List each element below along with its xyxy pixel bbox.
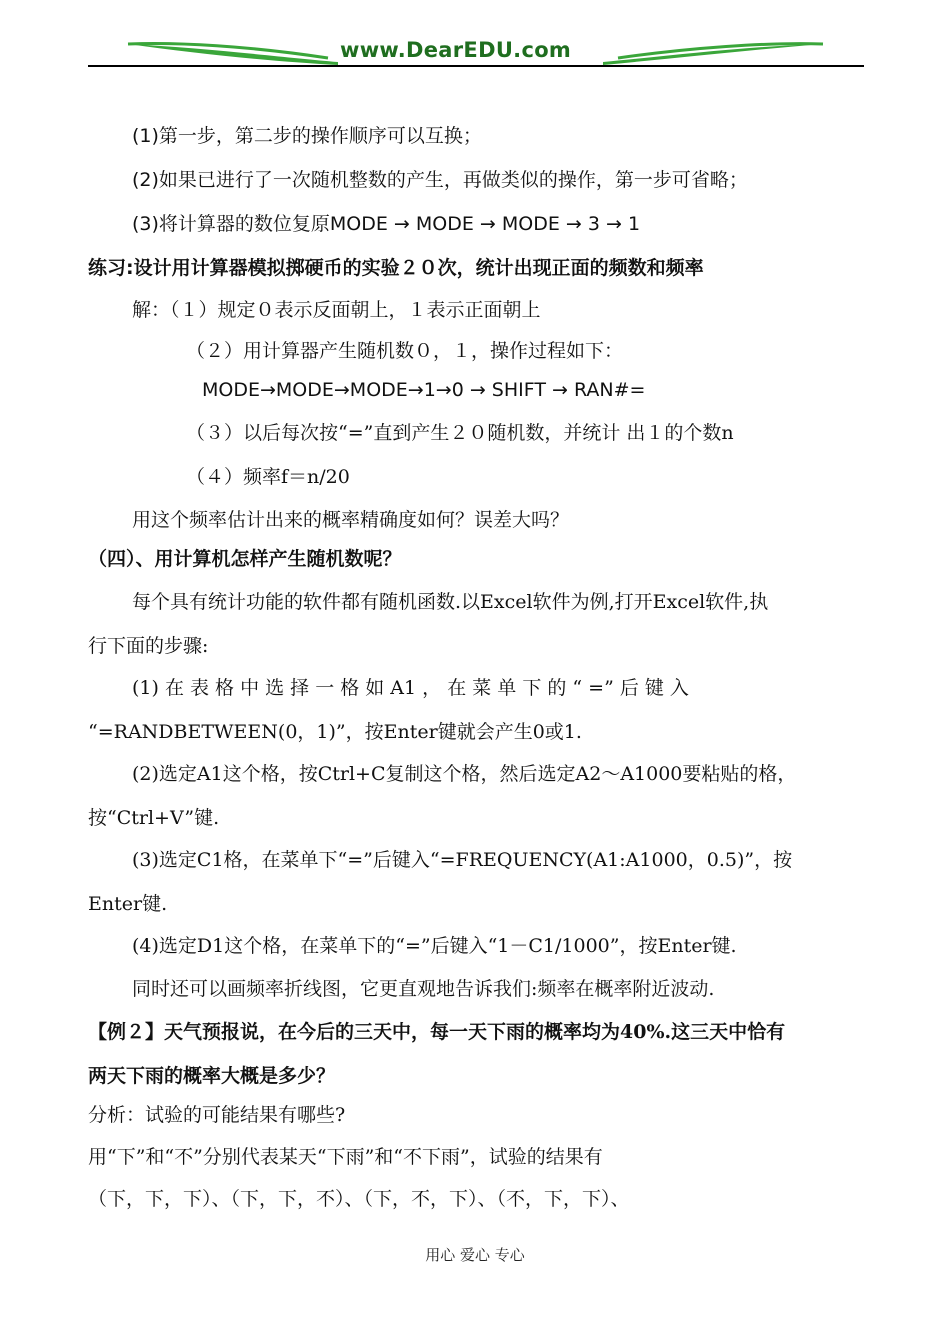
excel-step-2-line-1: (2)选定A1这个格，按Ctrl+C复制这个格，然后选定A2～A1000要粘贴的格， [132,763,797,785]
solution-step-3: （３）以后每次按“=”直到产生２０随机数，并统计 出１的个数n [186,422,734,444]
excel-step-1-line-1: (1) 在 表 格 中 选 择 一 格 如 A1 ， 在 菜 单 下 的 “ =” 后 键 入 [132,677,689,699]
excel-step-2-line-2: 按“Ctrl+V”键. [88,807,220,829]
page-footer: 用心 爱心 专心 [425,1246,525,1264]
excel-step-4: (4)选定D1这个格，在菜单下的“=”后键入“1－C1/1000”，按Enter键. [132,935,737,957]
solution-step-2: （２）用计算器产生随机数０，１，操作过程如下： [186,340,624,362]
excel-step-3-line-2: Enter键. [88,893,168,915]
notation-line: 用“下”和“不”分别代表某天“下雨”和“不下雨”，试验的结果有 [88,1146,603,1168]
example-2-line-1: 【例２】天气预报说，在今后的三天中，每一天下雨的概率均为40%.这三天中恰有 [88,1021,786,1043]
excel-intro-line-1: 每个具有统计功能的软件都有随机函数.以Excel软件为例,打开Excel软件,执 [132,591,769,613]
key-sequence: MODE→MODE→MODE→1→0 → SHIFT → RAN#= [202,379,646,401]
note-line-1: (1)第一步，第二步的操作顺序可以互换； [132,125,482,147]
solution-step-1: 解：（１）规定０表示反面朝上，１表示正面朝上 [132,299,541,321]
site-brand: www.DearEDU.com [340,38,572,62]
excel-step-3-line-1: (3)选定C1格，在菜单下“=”后键入“=FREQUENCY(A1:A1000，0.5)”，按 [132,849,793,871]
note-line-2: (2)如果已进行了一次随机整数的产生，再做类似的操作，第一步可省略； [132,169,748,191]
question-line: 用这个频率估计出来的概率精确度如何？误差大吗？ [132,509,570,531]
section-heading-4: （四）、用计算机怎样产生随机数呢？ [88,548,402,570]
example-2-line-2: 两天下雨的概率大概是多少？ [88,1065,336,1087]
outcomes-line: （下，下，下）、（下，下，不）、（下，不，下）、（不，下，下）、 [88,1188,630,1210]
solution-step-4: （４）频率f＝n/20 [186,466,350,488]
excel-step-1-line-2: “=RANDBETWEEN(0，1)”，按Enter键就会产生0或1. [88,721,582,743]
note-line-3: (3)将计算器的数位复原MODE → MODE → MODE → 3 → 1 [132,213,641,235]
frequency-chart-note: 同时还可以画频率折线图，它更直观地告诉我们:频率在概率附近波动. [132,978,715,1000]
analysis-line: 分析：试验的可能结果有哪些? [88,1104,346,1126]
excel-intro-line-2: 行下面的步骤: [88,635,209,657]
header-rule [88,65,864,67]
exercise-title: 练习:设计用计算器模拟掷硬币的实验２０次，统计出现正面的频数和频率 [88,257,704,279]
